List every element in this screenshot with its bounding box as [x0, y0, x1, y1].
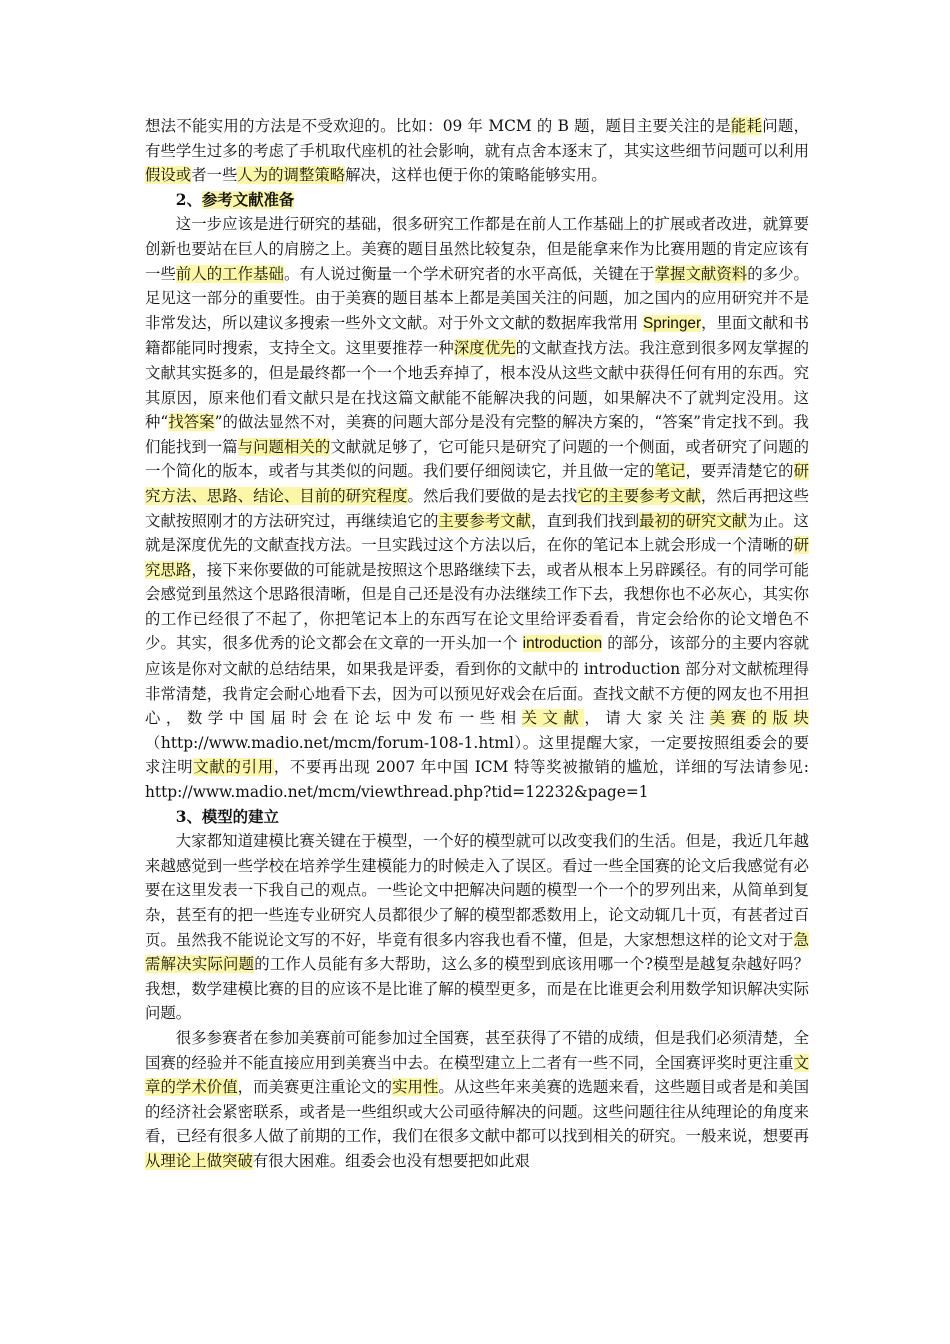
text-segment: 问题，有些学生过多的考虑了手机取代座机的社会影响，就有点舍本逐末了，其实这些细节问题可以利用 [145, 117, 809, 160]
highlighted-text: 最初的研究文献 [639, 511, 748, 530]
paragraph-model-1 [145, 829, 809, 1026]
highlighted-text: 主要参考文献 [438, 511, 532, 530]
text-segment: 3、模型的建立 [175, 807, 279, 826]
highlighted-text: 急需解决实际问题 [145, 930, 809, 974]
highlighted-text: 深度优先 [453, 339, 516, 358]
text-segment: 这一步应该是进行研究的基础，很多研究工作都是在前人工作基础上的扩展或者改进，就算要创新也要站在巨人的肩膀之上。美赛的题目虽然比较复杂，但是能拿来作为比赛用题的肯定应该有一些 [145, 215, 809, 283]
section-heading-references [145, 188, 809, 213]
paragraph-intro [145, 114, 809, 188]
text-segment: 的文献查找方法。我注意到很多网友掌握的文献其实挺多的，但是最终都一个一个地丢弃掉了，根本没从这些文献中获得任何有用的东西。究其原因，原来他们看文献只是在找这篇文献能不能解决我的问题，如果解决不了就判定没用。这种“ [145, 339, 809, 432]
highlighted-text: 研究思路 [145, 536, 809, 579]
highlighted-text: Springer [642, 314, 702, 332]
text-segment: （http://www.madio.net/mcm/forum-108-1.html）。这里提醒大家，一定要按照组委会的要求注明 [145, 733, 809, 777]
text-segment: 为止。这就是深度优先的文献查找方法。一旦实践过这个方法以后，在你的笔记本上就会形成一个清晰的 [145, 511, 809, 555]
section-heading-model [145, 805, 809, 830]
highlighted-text: 找答案 [168, 413, 215, 432]
text-segment: 很多参赛者在参加美赛前可能参加过全国赛，甚至获得了不错的成绩，但是我们必须清楚，全国赛的经验并不能直接应用到美赛当中去。在模型建立上二者有一些不同，全国赛评奖时更注重 [145, 1028, 809, 1072]
text-segment: 有很大困难。组委会也没有想要把如此艰 [252, 1151, 530, 1170]
text-segment: ”的做法显然不对，美赛的问题大部分是没有完整的解决方案的，“答案”肯定找不到。我们能找到一篇 [145, 413, 809, 456]
highlighted-text: 美赛的版块 [709, 709, 809, 728]
text-segment: ，而美赛更注重论文的 [237, 1078, 393, 1097]
highlighted-text: 参考文献准备 [201, 190, 295, 209]
highlighted-text: 能耗 [730, 117, 763, 135]
text-segment: 文献就足够了，它可能只是研究了问题的一个侧面，或者研究了问题的一个简化的版本，或者与其类似的问题。我们要仔细阅读它，并且做一定的 [145, 437, 809, 481]
highlighted-text: 假设或 [145, 166, 192, 185]
text-segment: 解决，这样也便于你的策略能够实用。 [345, 166, 607, 185]
highlighted-text: 笔记 [654, 462, 686, 481]
highlighted-text: 前人的工作基础 [175, 264, 284, 283]
text-segment: ，不要再出现 2007 年中国 ICM 特等奖被撤销的尴尬，详细的写法请参见: http://www.madio.net/mcm/viewthread.php?tid=12232&page=1 [145, 758, 809, 802]
highlighted-text: 它的主要参考文献 [577, 486, 701, 505]
text-segment: ，请大家关注 [584, 709, 710, 728]
text-segment: 想法不能实用的方法是不受欢迎的。比如：09 年 MCM 的 B 题，题目主要关注的是 [145, 117, 731, 135]
text-segment: ，直到我们找到 [531, 511, 640, 530]
highlighted-text: 关文献 [521, 709, 585, 728]
text-segment: 2、 [175, 190, 202, 209]
text-segment: 的多少。足见这一部分的重要性。由于美赛的题目基本上都是美国关注的问题，加之国内的应用研究并不是非常发达，所以建议多搜索一些外文文献。对于外文文献的数据库我常用 [145, 264, 809, 332]
text-segment: 的工作人员能有多大帮助，这么多的模型到底该用哪一个?模型是越复杂越好吗？我想，数学建模比赛的目的应该不是比谁了解的模型更多，而是在比谁更会利用数学知识解决实际问题。 [145, 955, 809, 1023]
highlighted-text: 实用性 [392, 1078, 439, 1097]
text-segment: ，要弄清楚它的 [685, 462, 794, 481]
paragraph-model-2 [145, 1026, 809, 1174]
text-segment: 。从这些年来美赛的选题来看，这些题目或者是和美国的经济社会紧密联系，或者是一些组织或大公司亟待解决的问题。这些问题往往从纯理论的角度来看，已经有很多人做了前期的工作，我们在很多文献中都可以找到相关的研究。一般来说，想要再 [145, 1078, 809, 1146]
paragraph-references [145, 212, 809, 804]
highlighted-text: 从理论上做突破 [145, 1151, 253, 1170]
highlighted-text: introduction [522, 635, 603, 653]
text-segment: ，里面文献和书籍都能同时搜索，支持全文。这里要推荐一种 [145, 313, 809, 358]
highlighted-text: 文献的引用 [193, 758, 274, 777]
text-segment: 大家都知道建模比赛关键在于模型，一个好的模型就可以改变我们的生活。但是，我近几年越来越感觉到一些学校在培养学生建模能力的时候走入了误区。看过一些全国赛的论文后我感觉有必要在这里发表一下我自己的观点。一些论文中把解决问题的模型一个一个的罗列出来，从简单到复杂，甚至有的把一些连专业研究人员都很少了解的模型都悉数用上，论文动辄几十页，有甚者过百页。虽然我不能说论文写的不好，毕竟有很多内容我也看不懂，但是，大家想想这样的论文对于 [145, 832, 809, 949]
document-page [145, 114, 809, 1174]
text-segment: ，然后再把这些文献按照刚才的方法研究过，再继续追它的 [145, 486, 809, 530]
text-segment: 者一些 [191, 166, 238, 185]
text-segment: ，接下来你要做的可能就是按照这个思路继续下去，或者从根本上另辟蹊径。有的同学可能会感觉到虽然这个思路很清晰，但是自己还是没有办法继续工作下去，我想你也不必灰心，其实你的工作已经很了不起了，你把笔记本上的东西写在论文里给评委看看，肯定会给你的论文增色不少。其实，很多优秀的论文都会在文章的一开头加一个 [145, 560, 809, 653]
highlighted-text: 掌握文献资料 [654, 264, 748, 283]
text-segment: 。然后我们要做的是去找 [407, 486, 578, 505]
highlighted-text: 与问题相关的 [237, 437, 331, 456]
highlighted-text: 文章的学术价值 [145, 1053, 809, 1097]
text-segment: 。有人说过衡量一个学术研究者的水平高低，关键在于 [283, 264, 655, 283]
highlighted-text: 研究方法、思路、结论、目前的研究程度 [145, 462, 809, 505]
highlighted-text: 人为的调整策略 [237, 166, 346, 185]
text-segment: 的部分，该部分的主要内容就应该是你对文献的总结结果，如果我是评委，看到你的文献中的 introduction 部分对文献梳理得非常清楚，我肯定会耐心地看下去，因为可以预见好戏会在后面。查找文献不方便的网友也不用担心，数学中国届时会在论坛中发布一些相 [145, 634, 809, 728]
